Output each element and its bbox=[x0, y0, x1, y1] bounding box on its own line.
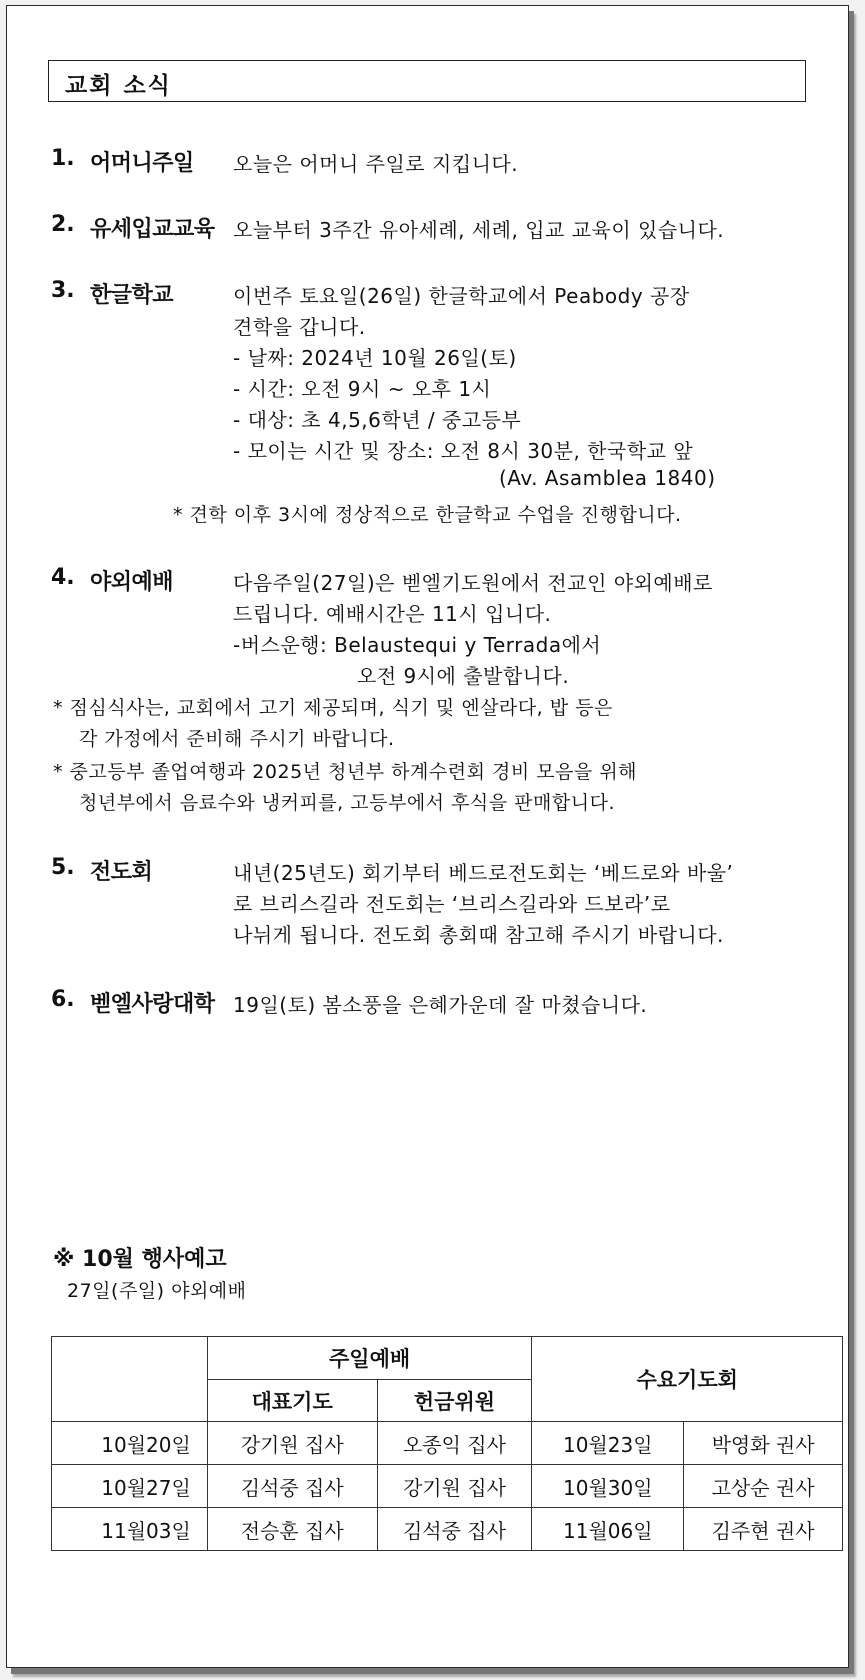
sunday-header: 주일예배 bbox=[207, 1337, 532, 1380]
events-line: 27일(주일) 야외예배 bbox=[67, 1280, 247, 1302]
item-5-title: 전도회 bbox=[90, 860, 153, 885]
news-header-title: 교회 소식 bbox=[65, 73, 172, 99]
item-3-line-7: (Av. Asamblea 1840) bbox=[499, 466, 716, 490]
wed-leader: 박영화 권사 bbox=[684, 1422, 843, 1465]
wed-date: 11월06일 bbox=[532, 1508, 684, 1551]
item-4-line-3: -버스운행: Belaustequi y Terrada에서 bbox=[233, 633, 602, 657]
item-4-line-4: 오전 9시에 출발합니다. bbox=[357, 664, 570, 688]
item-4-note-2: * 중고등부 졸업여행과 2025년 청년부 하계수련회 경비 모음을 위해 bbox=[53, 761, 638, 783]
item-1-text: 오늘은 어머니 주일로 지킵니다. bbox=[233, 152, 519, 176]
item-5-number: 5. bbox=[51, 855, 75, 880]
wed-date: 10월23일 bbox=[532, 1422, 684, 1465]
item-2-text: 오늘부터 3주간 유아세례, 세례, 입교 교육이 있습니다. bbox=[233, 218, 725, 242]
wednesday-header: 수요기도회 bbox=[532, 1337, 843, 1422]
item-3-number: 3. bbox=[51, 278, 75, 303]
offering-name: 오종익 집사 bbox=[377, 1422, 532, 1465]
sun-date: 10월20일 bbox=[52, 1422, 208, 1465]
item-6-text: 19일(토) 봄소풍을 은혜가운데 잘 마쳤습니다. bbox=[233, 993, 648, 1017]
schedule-table bbox=[51, 1336, 843, 1551]
sun-date: 10월27일 bbox=[52, 1465, 208, 1508]
wed-leader: 고상순 권사 bbox=[684, 1465, 843, 1508]
item-4-note-2b: 청년부에서 음료수와 냉커피를, 고등부에서 후식을 판매합니다. bbox=[79, 792, 615, 814]
table-row bbox=[52, 1422, 843, 1465]
prayer-name: 김석중 집사 bbox=[207, 1465, 377, 1508]
item-4-line-2: 드립니다. 예배시간은 11시 입니다. bbox=[233, 602, 552, 626]
item-3-line-1: 이번주 토요일(26일) 한글학교에서 Peabody 공장 bbox=[233, 284, 690, 308]
item-3-note: * 견학 이후 3시에 정상적으로 한글학교 수업을 진행합니다. bbox=[173, 504, 682, 526]
item-3-title: 한글학교 bbox=[90, 283, 174, 308]
item-3-line-3: - 날짜: 2024년 10월 26일(토) bbox=[233, 346, 517, 370]
prayer-name: 전승훈 집사 bbox=[207, 1508, 377, 1551]
table-row bbox=[52, 1465, 843, 1508]
item-4-line-1: 다음주일(27일)은 벧엘기도원에서 전교인 야외예배로 bbox=[233, 571, 713, 595]
item-4-note-1: * 점심식사는, 교회에서 고기 제공되며, 식기 및 엔살라다, 밥 등은 bbox=[53, 697, 613, 719]
item-4-title: 야외예배 bbox=[90, 570, 174, 595]
item-2-title: 유세입교교육 bbox=[90, 217, 215, 242]
bulletin-page bbox=[6, 5, 849, 1668]
item-6-number: 6. bbox=[51, 987, 75, 1012]
item-5-line-2: 로 브리스길라 전도회는 ‘브리스길라와 드보라’로 bbox=[233, 892, 671, 916]
wed-date: 10월30일 bbox=[532, 1465, 684, 1508]
item-3-line-2: 견학을 갑니다. bbox=[233, 315, 366, 339]
sun-date: 11월03일 bbox=[52, 1508, 208, 1551]
col-prayer-header: 대표기도 bbox=[207, 1380, 377, 1422]
item-1-number: 1. bbox=[51, 146, 75, 171]
item-5-line-3: 나뉘게 됩니다. 전도회 총회때 참고해 주시기 바랍니다. bbox=[233, 923, 724, 947]
item-3-line-5: - 대상: 초 4,5,6학년 / 중고등부 bbox=[233, 408, 522, 432]
offering-name: 김석중 집사 bbox=[377, 1508, 532, 1551]
news-header bbox=[48, 60, 806, 102]
wed-leader: 김주현 권사 bbox=[684, 1508, 843, 1551]
item-3-line-6: - 모이는 시간 및 장소: 오전 8시 30분, 한국학교 앞 bbox=[233, 439, 694, 463]
item-1-title: 어머니주일 bbox=[90, 151, 194, 176]
item-2-number: 2. bbox=[51, 212, 75, 237]
item-5-line-1: 내년(25년도) 회기부터 베드로전도회는 ‘베드로와 바울’ bbox=[233, 861, 734, 885]
item-4-note-1b: 각 가정에서 준비해 주시기 바랍니다. bbox=[79, 728, 395, 750]
prayer-name: 강기원 집사 bbox=[207, 1422, 377, 1465]
offering-name: 강기원 집사 bbox=[377, 1465, 532, 1508]
events-title: ※ 10월 행사예고 bbox=[53, 1247, 227, 1272]
item-6-title: 벧엘사랑대학 bbox=[90, 992, 215, 1017]
table-row bbox=[52, 1508, 843, 1551]
table-corner bbox=[52, 1337, 208, 1422]
item-4-number: 4. bbox=[51, 565, 75, 590]
item-3-line-4: - 시간: 오전 9시 ~ 오후 1시 bbox=[233, 377, 492, 401]
col-offering-header: 헌금위원 bbox=[377, 1380, 532, 1422]
